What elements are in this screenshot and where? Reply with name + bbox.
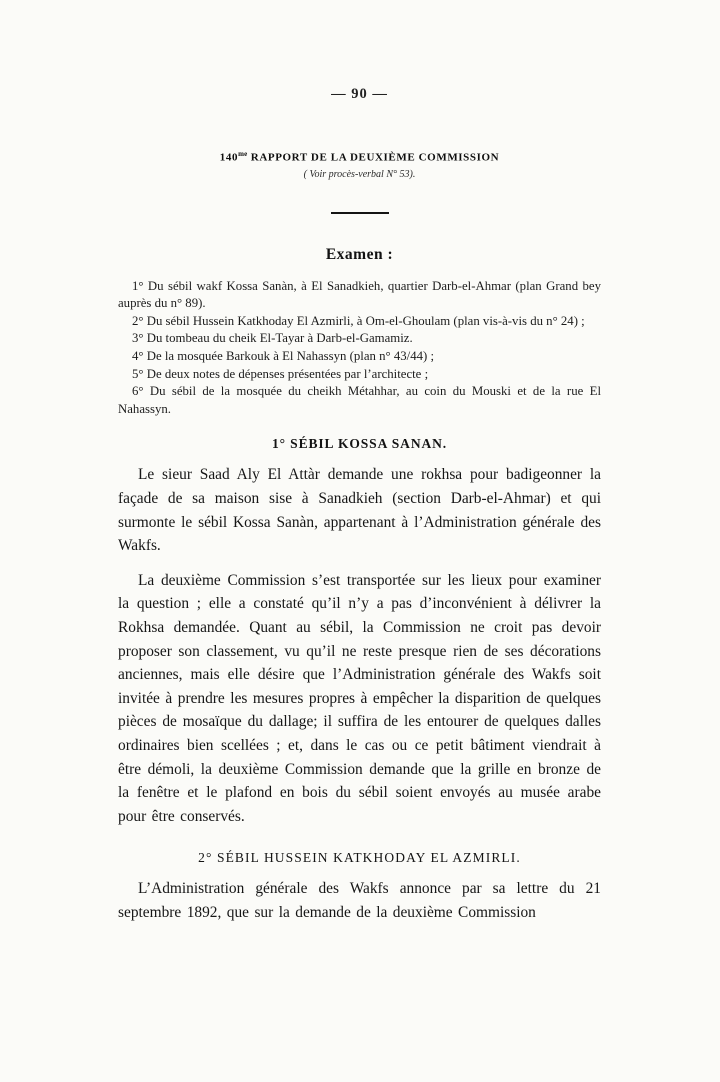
- page-number: — 90 —: [331, 86, 388, 102]
- examen-item-1: 1° Du sébil wakf Kossa Sanàn, à El Sanadkieh, quartier Darb-el-Ahmar (plan Grand bey auprès du n° 89).: [118, 278, 601, 311]
- examen-item-2: 2° Du sébil Hussein Katkhoday El Azmirli, à Om-el-Ghoulam (plan vis-à-vis du n° 24) ;: [132, 313, 585, 328]
- report-title-number: 140: [219, 151, 239, 164]
- examen-item-3: 3° Du tombeau du cheik El-Tayar à Darb-el-Gamamiz.: [132, 331, 413, 346]
- section-1-paragraph-2: La deuxième Commission s’est transportée sur les lieux pour examiner la question ; elle a constaté qu’il n’y a pas d’inconvénient à délivrer la Rokhsa demandée. Quant au sébil, la Commission ne croit pas devoir proposer son classement, vu qu’il ne reste presque rien de ses décorations anciennes, mais elle désire que l’Administration générale des Wakfs soit invitée à prendre les mesures propres à empêcher la disparition de quelques pièces de mosaïque du dallage; il suffira de les entourer de quelques dalles ordinaires bien scellées ; et, dans le cas ou ce petit bâtiment viendrait à être démoli, la deuxième Commission demande que la grille en bronze de la fenêtre et le plafond en bois du sébil soient envoyés au musée arabe pour être conservés.: [118, 571, 601, 825]
- report-title: [118, 150, 601, 164]
- section-1-paragraph-1: Le sieur Saad Aly El Attàr demande une rokhsa pour badigeonner la façade de sa maison sise à Sanadkieh (section Darb-el-Ahmar) et qui surmonte le sébil Kossa Sanàn, appartenant à l’Administration générale des Wakfs.: [118, 466, 601, 555]
- report-subtitle: ( Voir procès-verbal N° 53).: [303, 168, 416, 180]
- report-title-ordinal: me: [238, 150, 248, 158]
- examen-list: [118, 278, 601, 419]
- examen-heading: Examen :: [325, 245, 394, 263]
- report-title-text: RAPPORT DE LA DEUXIÈME COMMISSION: [247, 151, 500, 164]
- title-separator-rule: [331, 212, 389, 214]
- examen-item-4: 4° De la mosquée Barkouk à El Nahassyn (plan n° 43/44) ;: [132, 349, 435, 364]
- section-2-paragraph-1: L’Administration générale des Wakfs annonce par sa lettre du 21 septembre 1892, que sur la demande de la deuxième Commission: [118, 880, 601, 921]
- examen-item-5: 5° De deux notes de dépenses présentées par l’architecte ;: [132, 366, 429, 381]
- section-1-heading: 1° SÉBIL KOSSA SANAN.: [271, 436, 448, 452]
- section-2-heading: 2° SÉBIL HUSSEIN KATKHODAY EL AZMIRLI.: [198, 850, 521, 866]
- examen-item-6: 6° Du sébil de la mosquée du cheikh Métahhar, au coin du Mouski et de la rue El Nahassyn.: [118, 384, 601, 416]
